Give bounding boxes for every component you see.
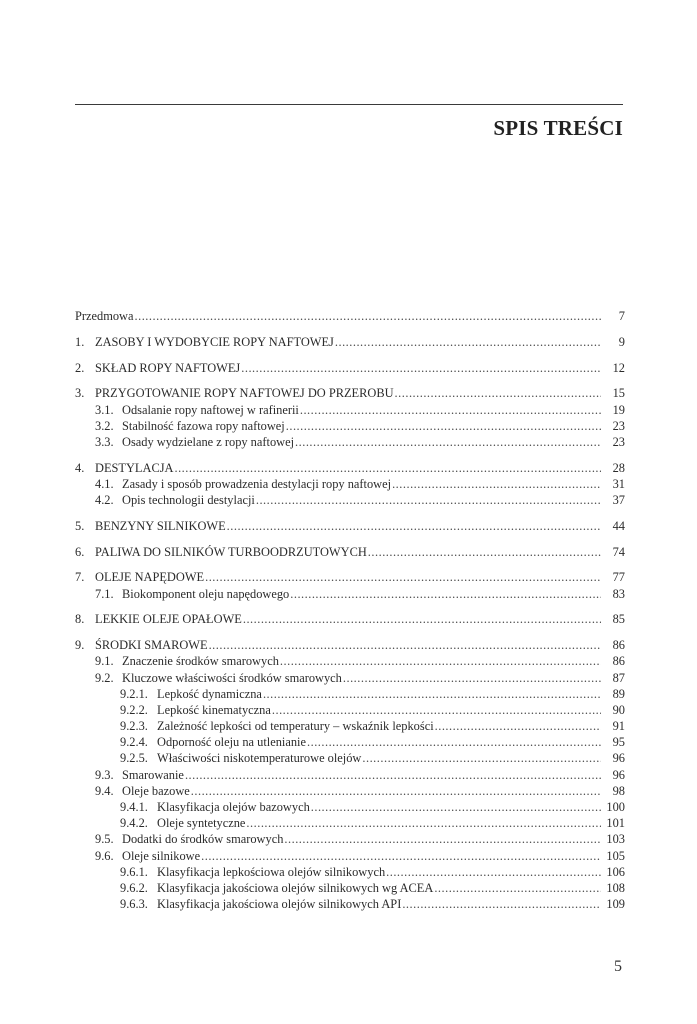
toc-entry-page: 96	[612, 751, 625, 766]
toc-entry	[75, 418, 625, 434]
toc-entry-number: 9.4.1.	[120, 800, 148, 815]
toc-entry-page: 77	[612, 570, 625, 585]
toc-entry-page: 9	[618, 334, 625, 349]
toc-entry-page: 103	[606, 832, 625, 847]
toc-entry-number: 9.2.2.	[120, 702, 148, 717]
toc-entry-number: 8.	[75, 612, 85, 627]
toc-entry-page: 91	[612, 719, 625, 734]
toc-entry-page: 23	[612, 434, 625, 449]
toc-entry-number: 9.6.1.	[120, 864, 148, 879]
toc-dot-leader	[246, 815, 601, 831]
toc-entry-label: OLEJE NAPĘDOWE	[95, 570, 205, 585]
toc-entry-label: PRZYGOTOWANIE ROPY NAFTOWEJ DO PRZEROBU	[95, 386, 394, 401]
top-rule	[75, 104, 623, 105]
toc-entry	[75, 611, 625, 627]
toc-entry	[75, 767, 625, 783]
toc-entry-number: 3.2.	[95, 418, 114, 433]
toc-dot-leader	[311, 799, 601, 815]
toc-entry-page: 105	[606, 848, 625, 863]
toc-entry-page: 86	[612, 638, 625, 653]
toc-entry-page: 96	[612, 767, 625, 782]
toc-entry-label: Oleje syntetyczne	[157, 816, 246, 831]
toc-entry-number: 9.2.3.	[120, 719, 148, 734]
toc-entry-page: 12	[612, 360, 625, 375]
toc-entry	[75, 831, 625, 847]
toc-entry-label: Kluczowe właściwości środków smarowych	[122, 670, 342, 685]
toc-entry-label: Klasyfikacja jakościowa olejów silnikowych wg ACEA	[157, 880, 434, 895]
toc-entry-label: DESTYLACJA	[95, 460, 174, 475]
toc-dot-leader	[227, 518, 601, 534]
toc-entry-page: 37	[612, 493, 625, 508]
toc-entry-number: 9.	[75, 638, 85, 653]
toc-entry	[75, 848, 625, 864]
toc-dot-leader	[280, 653, 601, 669]
toc-entry-page: 98	[612, 783, 625, 798]
toc-entry-number: 9.6.3.	[120, 897, 148, 912]
toc-entry-number: 9.5.	[95, 832, 114, 847]
toc-entry-page: 109	[606, 897, 625, 912]
toc-entry	[75, 518, 625, 534]
page-number: 5	[614, 958, 622, 975]
toc-entry-number: 7.	[75, 570, 85, 585]
toc-entry	[75, 569, 625, 585]
toc-entry	[75, 308, 625, 324]
toc-entry	[75, 637, 625, 653]
toc-entry-page: 89	[612, 686, 625, 701]
toc-dot-leader	[395, 385, 601, 401]
toc-dot-leader	[201, 848, 601, 864]
toc-entry	[75, 460, 625, 476]
toc-entry-page: 23	[612, 418, 625, 433]
toc-entry	[75, 815, 625, 831]
toc-entry-number: 9.2.	[95, 670, 114, 685]
toc-entry-label: Oleje bazowe	[122, 783, 190, 798]
toc-entry	[75, 734, 625, 750]
toc-entry	[75, 783, 625, 799]
toc-entry-label: Oleje silnikowe	[122, 848, 201, 863]
toc-entry-page: 28	[612, 460, 625, 475]
toc-entry	[75, 402, 625, 418]
toc-dot-leader	[263, 686, 601, 702]
toc-dot-leader	[286, 418, 601, 434]
toc-dot-leader	[243, 611, 601, 627]
toc-entry-label: Zależność lepkości od temperatury – wskaźnik lepkości	[157, 719, 434, 734]
toc-dot-leader	[392, 476, 601, 492]
toc-dot-leader	[434, 880, 601, 896]
toc-entry-label: Odsalanie ropy naftowej w rafinerii	[122, 402, 299, 417]
toc-entry	[75, 702, 625, 718]
toc-entry-number: 3.	[75, 386, 85, 401]
toc-entry-number: 3.1.	[95, 402, 114, 417]
toc-entry-page: 108	[606, 880, 625, 895]
toc-entry	[75, 896, 625, 912]
toc-entry-number: 9.4.2.	[120, 816, 148, 831]
toc-dot-leader	[284, 831, 601, 847]
toc-entry-page: 19	[612, 402, 625, 417]
page-title: SPIS TREŚCI	[493, 116, 623, 140]
toc-entry-page: 87	[612, 670, 625, 685]
toc-entry	[75, 586, 625, 602]
toc-entry	[75, 544, 625, 560]
toc-entry-label: Dodatki do środków smarowych	[122, 832, 284, 847]
toc-dot-leader	[386, 864, 601, 880]
toc-entry-label: Przedmowa	[75, 309, 134, 323]
toc-entry-number: 9.2.1.	[120, 686, 148, 701]
toc-entry-number: 2.	[75, 360, 85, 375]
toc-entry-label: Klasyfikacja olejów bazowych	[157, 800, 310, 815]
toc-entry-label: Znaczenie środków smarowych	[122, 654, 279, 669]
toc-entry-label: Opis technologii destylacji	[122, 493, 255, 508]
toc-entry-label: Właściwości niskotemperaturowe olejów	[157, 751, 362, 766]
toc-entry-number: 4.1.	[95, 476, 114, 491]
toc-dot-leader	[135, 308, 602, 324]
toc-entry	[75, 880, 625, 896]
toc-entry	[75, 492, 625, 508]
toc-entry-label: LEKKIE OLEJE OPAŁOWE	[95, 612, 242, 627]
toc-entry	[75, 360, 625, 376]
toc-entry-label: ŚRODKI SMAROWE	[95, 638, 208, 653]
toc-entry-label: PALIWA DO SILNIKÓW TURBOODRZUTOWYCH	[95, 544, 367, 559]
toc-entry-page: 15	[612, 386, 625, 401]
toc-entry-page: 83	[612, 586, 625, 601]
toc-entry-number: 9.4.	[95, 783, 114, 798]
toc-entry-page: 86	[612, 654, 625, 669]
toc-entry-label: Smarowanie	[122, 767, 184, 782]
toc-entry-number: 9.1.	[95, 654, 114, 669]
toc-entry-label: SKŁAD ROPY NAFTOWEJ	[95, 360, 241, 375]
toc-entry-number: 1.	[75, 334, 85, 349]
toc-dot-leader	[343, 670, 601, 686]
toc-dot-leader	[256, 492, 601, 508]
toc-entry	[75, 750, 625, 766]
toc-entry	[75, 476, 625, 492]
toc-dot-leader	[191, 783, 601, 799]
toc-dot-leader	[362, 750, 601, 766]
toc-entry-label: Stabilność fazowa ropy naftowej	[122, 418, 285, 433]
toc-entry-label: Biokomponent oleju napędowego	[122, 586, 290, 601]
toc-entry-number: 9.3.	[95, 767, 114, 782]
toc-entry-number: 3.3.	[95, 434, 114, 449]
toc-entry-label: ZASOBY I WYDOBYCIE ROPY NAFTOWEJ	[95, 334, 334, 349]
toc-entry	[75, 799, 625, 815]
toc-entry-page: 31	[612, 476, 625, 491]
toc-entry-label: Osady wydzielane z ropy naftowej	[122, 434, 295, 449]
toc-entry-number: 9.6.	[95, 848, 114, 863]
toc-dot-leader	[335, 334, 601, 350]
toc-entry-label: Odporność oleju na utlenianie	[157, 735, 306, 750]
toc-dot-leader	[205, 569, 601, 585]
toc-entry	[75, 670, 625, 686]
toc-entry-number: 6.	[75, 544, 85, 559]
toc-dot-leader	[209, 637, 601, 653]
toc-entry	[75, 686, 625, 702]
toc-dot-leader	[368, 544, 601, 560]
toc-entry	[75, 385, 625, 401]
toc-dot-leader	[435, 718, 601, 734]
toc-entry	[75, 718, 625, 734]
toc-entry-number: 7.1.	[95, 586, 114, 601]
toc-dot-leader	[300, 402, 601, 418]
toc-entry-number: 9.2.5.	[120, 751, 148, 766]
toc-entry-label: Klasyfikacja lepkościowa olejów silnikowych	[157, 864, 386, 879]
toc-entry-number: 9.2.4.	[120, 735, 148, 750]
toc-entry-label: Zasady i sposób prowadzenia destylacji ropy naftowej	[122, 476, 392, 491]
toc-dot-leader	[241, 360, 601, 376]
toc-dot-leader	[295, 434, 601, 450]
toc-entry-page: 106	[606, 864, 625, 879]
toc-entry-page: 44	[612, 518, 625, 533]
toc-entry-label: BENZYNY SILNIKOWE	[95, 518, 226, 533]
toc-entry-number: 4.2.	[95, 493, 114, 508]
toc-entry	[75, 653, 625, 669]
toc-entry-number: 9.6.2.	[120, 880, 148, 895]
toc-entry	[75, 434, 625, 450]
toc-entry	[75, 864, 625, 880]
toc-entry-page: 85	[612, 612, 625, 627]
toc-entry-label: Lepkość kinematyczna	[157, 702, 271, 717]
toc-entry-page: 74	[612, 544, 625, 559]
toc-entry-page: 100	[606, 800, 625, 815]
toc-entry-page: 95	[612, 735, 625, 750]
toc-entry-number: 5.	[75, 518, 85, 533]
toc-dot-leader	[174, 460, 601, 476]
table-of-contents	[75, 308, 625, 912]
toc-dot-leader	[307, 734, 601, 750]
toc-dot-leader	[290, 586, 601, 602]
toc-entry-page: 7	[618, 309, 625, 323]
toc-entry-page: 101	[606, 816, 625, 831]
toc-dot-leader	[185, 767, 601, 783]
toc-dot-leader	[402, 896, 601, 912]
toc-entry-label: Lepkość dynamiczna	[157, 686, 262, 701]
toc-entry	[75, 334, 625, 350]
toc-entry-number: 4.	[75, 460, 85, 475]
toc-entry-page: 90	[612, 702, 625, 717]
toc-entry-label: Klasyfikacja jakościowa olejów silnikowych API	[157, 897, 402, 912]
toc-dot-leader	[272, 702, 601, 718]
